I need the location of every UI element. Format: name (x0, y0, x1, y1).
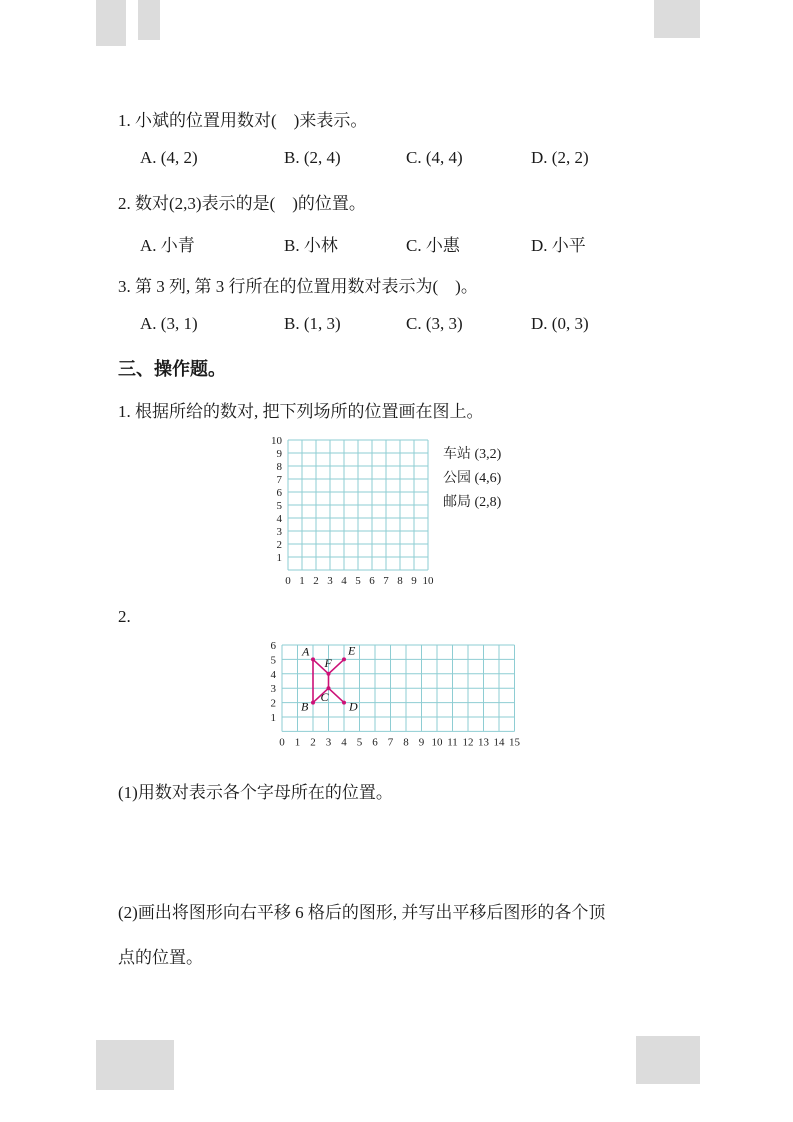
svg-text:10: 10 (431, 736, 443, 749)
svg-text:5: 5 (356, 736, 363, 749)
svg-text:A: A (302, 644, 310, 659)
task-1-text: 1. 根据所给的数对, 把下列场所的位置画在图上。 (118, 402, 484, 421)
svg-text:7: 7 (387, 736, 394, 749)
svg-text:E: E (348, 643, 356, 658)
svg-text:9: 9 (418, 736, 425, 749)
question-3-text: 3. 第 3 列, 第 3 行所在的位置用数对表示为( )。 (118, 277, 478, 296)
scan-artifact-top-right (654, 0, 700, 38)
question-2-options (0, 231, 700, 255)
grid-1-legend (443, 443, 501, 515)
section-header: 三、操作题。 (118, 359, 226, 379)
option-a: A. 小青 (140, 236, 195, 255)
svg-text:8: 8 (276, 461, 282, 473)
svg-text:8: 8 (403, 736, 409, 749)
svg-text:4: 4 (276, 513, 282, 525)
svg-text:5: 5 (270, 654, 276, 667)
option-a: A. (4, 2) (140, 148, 198, 167)
coordinate-grid-2 (240, 636, 540, 761)
option-c: C. 小惠 (406, 236, 460, 255)
question-3-options (0, 314, 700, 338)
svg-text:1: 1 (276, 552, 282, 564)
option-b: B. (1, 3) (284, 314, 341, 333)
scan-artifact-top-left-1 (96, 0, 126, 46)
legend-item-station: 车站 (3,2) (443, 447, 502, 462)
svg-text:C: C (320, 690, 329, 705)
legend-item-park: 公园 (4,6) (443, 471, 502, 486)
option-c: C. (3, 3) (406, 314, 463, 333)
svg-text:15: 15 (509, 736, 520, 749)
option-d: D. (0, 3) (531, 314, 589, 333)
svg-text:3: 3 (327, 575, 333, 587)
svg-text:5: 5 (355, 575, 361, 587)
svg-text:F: F (324, 655, 332, 670)
task-2-sub1-text: (1)用数对表示各个字母所在的位置。 (118, 783, 393, 802)
question-1-options (0, 148, 700, 172)
option-d: D. 小平 (531, 236, 586, 255)
option-c: C. (4, 4) (406, 148, 463, 167)
question-2-text: 2. 数对(2,3)表示的是( )的位置。 (118, 194, 366, 213)
svg-text:11: 11 (447, 736, 458, 749)
svg-text:2: 2 (310, 736, 316, 749)
svg-text:9: 9 (276, 448, 282, 460)
svg-text:10: 10 (271, 435, 282, 447)
svg-text:2: 2 (313, 575, 319, 587)
svg-text:12: 12 (462, 736, 474, 749)
svg-text:6: 6 (369, 575, 375, 587)
svg-text:2: 2 (270, 697, 276, 710)
svg-text:6: 6 (270, 640, 276, 652)
svg-text:10: 10 (422, 575, 434, 587)
svg-text:2: 2 (276, 539, 282, 551)
option-b: B. 小林 (284, 236, 338, 255)
svg-text:1: 1 (299, 575, 305, 587)
svg-text:B: B (301, 699, 309, 714)
question-1-text: 1. 小斌的位置用数对( )来表示。 (118, 111, 368, 130)
svg-text:0: 0 (279, 736, 285, 749)
svg-text:D: D (349, 699, 358, 714)
svg-text:3: 3 (270, 683, 276, 696)
svg-text:5: 5 (276, 500, 282, 512)
svg-text:1: 1 (294, 736, 301, 749)
option-d: D. (2, 2) (531, 148, 589, 167)
svg-text:1: 1 (270, 712, 276, 724)
scan-artifact-bottom-left (96, 1040, 174, 1090)
legend-item-post-office: 邮局 (2,8) (443, 495, 502, 510)
option-a: A. (3, 1) (140, 314, 198, 333)
task-2-sub2-text-line2: 点的位置。 (118, 948, 203, 967)
svg-text:14: 14 (493, 736, 505, 749)
svg-text:3: 3 (325, 736, 332, 749)
svg-text:7: 7 (383, 575, 389, 587)
coordinate-grid-1 (242, 431, 442, 593)
svg-text:6: 6 (372, 736, 378, 749)
option-b: B. (2, 4) (284, 148, 341, 167)
svg-text:4: 4 (341, 575, 347, 587)
task-2-sub2-text-line1: (2)画出将图形向右平移 6 格后的图形, 并写出平移后图形的各个顶 (118, 903, 606, 922)
svg-text:0: 0 (285, 575, 291, 587)
svg-text:7: 7 (276, 474, 282, 486)
svg-text:9: 9 (411, 575, 417, 587)
scan-artifact-top-left-2 (138, 0, 160, 40)
task-2-label: 2. (118, 607, 131, 626)
svg-text:8: 8 (397, 575, 403, 587)
svg-text:6: 6 (276, 487, 282, 499)
svg-text:4: 4 (341, 736, 347, 749)
svg-text:4: 4 (270, 668, 276, 681)
scan-artifact-bottom-right (636, 1036, 700, 1084)
svg-text:13: 13 (478, 736, 489, 749)
svg-text:3: 3 (276, 526, 282, 538)
